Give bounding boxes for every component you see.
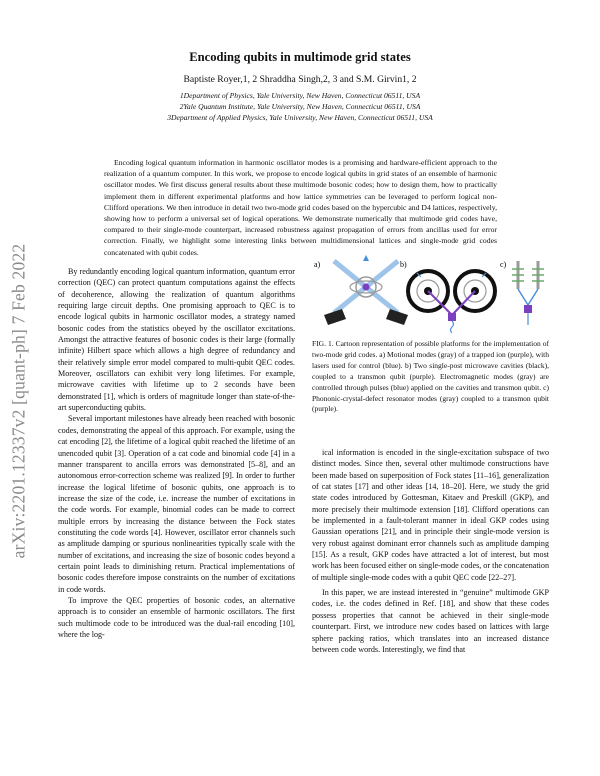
affiliation-1: 1Department of Physics, Yale University, New Haven, Connecticut 06511, USA xyxy=(179,91,421,100)
affiliation-2: 2Yale Quantum Institute, Yale University, New Haven, Connecticut 06511, USA xyxy=(179,102,421,111)
panel-label-a: a) xyxy=(314,260,321,269)
pulse-arrow xyxy=(417,273,486,277)
trapped-ion xyxy=(363,284,370,291)
phononic-crystal-diagram xyxy=(512,261,544,325)
panel-label-c: c) xyxy=(500,260,507,269)
laser-arrow xyxy=(363,255,369,261)
author-list: Baptiste Royer,1, 2 Shraddha Singh,2, 3 and S.M. Girvin1, 2 xyxy=(183,74,417,85)
transmon-qubit xyxy=(524,305,532,313)
coupler xyxy=(518,289,538,305)
right-column xyxy=(312,447,549,655)
pulse-line xyxy=(451,321,454,333)
paragraph: To improve the QEC properties of bosonic codes, an alternative approach is to consider an ensemble of harmonic oscillators. The first such multimode code to be introduced was the dual-rail encoding [10], where the log- xyxy=(58,595,295,639)
paragraph: Several important milestones have already been reached with bosonic codes, demonstrating the appeal of this approach. For example, using the cat encoding [2], the lifetime of a logical qubit reached the lifetime of an unencoded qubit [3]. Operation of a cat code and binomial code [4] in a manner transparent to ancilla errors was demonstrated [5–8], and an autonomous error-correction scheme was realized [9]. In order to further increase the logical lifetime of bosonic qubits, one approach is to increase the size of the code, i.e. increase the number of excitations in the code words. For example, binomial codes can be made to correct multiple errors by increasing the distance between the Fock states constituting the code words [4]. However, oscillator error channels such as amplitude damping or spurious nonlinearities typically scale with the number of excitations, and increasing the size of bosonic codes beyond a certain point leads to diminishing return. Practical implementations of bosonic codes therefore impose constraints on the number of excitations in code words. xyxy=(58,414,295,594)
arxiv-sidebar-stamp xyxy=(8,176,30,626)
paper-title: Encoding qubits in multimode grid states xyxy=(189,50,411,64)
affiliation-3: 3Department of Applied Physics, Yale University, New Haven, Connecticut 06511, USA xyxy=(167,113,433,122)
paragraph: By redundantly encoding logical quantum information, quantum error correction (QEC) can protect quantum computations against the effects of decoherence, allowing the realization of quantum algorithms requiring large circuit depths. One promising approach to QEC is to encode logical qubits in harmonic oscillator modes, a strategy named bosonic codes from the statistics obeyed by the oscillator excitations. Amongst the attractive features of bosonic codes is their large (formally infinite) Hilbert space which allows a high degree of redundancy and their relatively simple error model compared to multi-qubit QEC codes. Moreover, oscillators can exhibit very long lifetimes. For example, microwave cavities with lifetime up to 2 seconds have been demonstrated [1], which is orders of magnitude longer than state-of-the-art superconducting qubits. xyxy=(58,267,295,413)
abstract: Encoding logical quantum information in harmonic oscillator modes is a promising and hardware-efficient approach to the realization of a quantum computer. In this work, we propose to encode logical qubits in grid states of an ensemble of harmonic oscillator modes. We first discuss general results about these multimode bosonic codes; how to design them, how to practically implement them in different experimental platforms and how lattice symmetries can be leveraged to perform logical non-Clifford operations. We then introduce in detail two two-mode grid codes based on the hypercubic and D4 lattices, respectively, showing how to perform a universal set of logical operations. We demonstrate numerically that multimode grid codes have, compared to their single-mode counterpart, increased robustness against propagation of errors from ancillas used for error correction. Finally, we highlight some interesting links between multidimensional lattices and single-mode grid codes concatenated with qubit codes. xyxy=(104,158,497,257)
arxiv-identifier: arXiv:2201.12337v2 [quant-ph] 7 Feb 2022 xyxy=(8,243,29,559)
panel-label-b: b) xyxy=(400,260,407,269)
ion-trap-diagram xyxy=(324,255,408,325)
paragraph: In this paper, we are instead interested in “genuine” multimode GKP codes, i.e. the codes defined in Ref. [18], and show that these codes possess properties that cannot be achieved in their single-mode counterpart. First, we introduce new codes based on lattices with large sphere packing ratios, which translates into an increased distance between code words. Interestingly, we find that xyxy=(312,588,549,654)
paragraph: ical information is encoded in the single-excitation subspace of two distinct modes. Since then, several other multimode constructions have been made based on superposition of Fock states [11–16], generalization of cat states [17] and other ideas [14, 18–20]. Here, we study the grid state codes introduced by Gottesman, Kitaev and Preskill (GKP), and more precisely their multimode extension [18]. Clifford operations can be implemented in a fault-tolerant manner in ideal GKP codes using Gaussian operations [21], and in principle their single-mode version is very robust against dominant error channels such as amplitude damping [15]. As a result, GKP codes have attracted a lot of interest, but most work has been focused either on single-mode codes, or the concatenation of multiple single-mode codes with a qubit QEC code [22–27]. xyxy=(312,448,549,582)
microwave-cavity-diagram xyxy=(408,271,495,333)
trap-electrode xyxy=(324,309,346,325)
left-column xyxy=(58,266,295,640)
transmon-qubit xyxy=(448,313,456,321)
figure-caption: FIG. 1. Cartoon representation of possible platforms for the implementation of two-mode grid codes. a) Motional modes (gray) of a trapped ion (purple), with lasers used for control (blue). b) Two single-post microwave cavities (black), coupled to a transmon qubit (purple). Electromagnetic modes (gray) are controlled through pulses (blue) applied on the cavities and transmon qubit. c) Phononic-crystal-defect resonator modes (gray) coupled to a transmon qubit (purple). xyxy=(312,339,549,414)
figure-1 xyxy=(312,253,549,333)
trap-electrode xyxy=(386,309,408,325)
